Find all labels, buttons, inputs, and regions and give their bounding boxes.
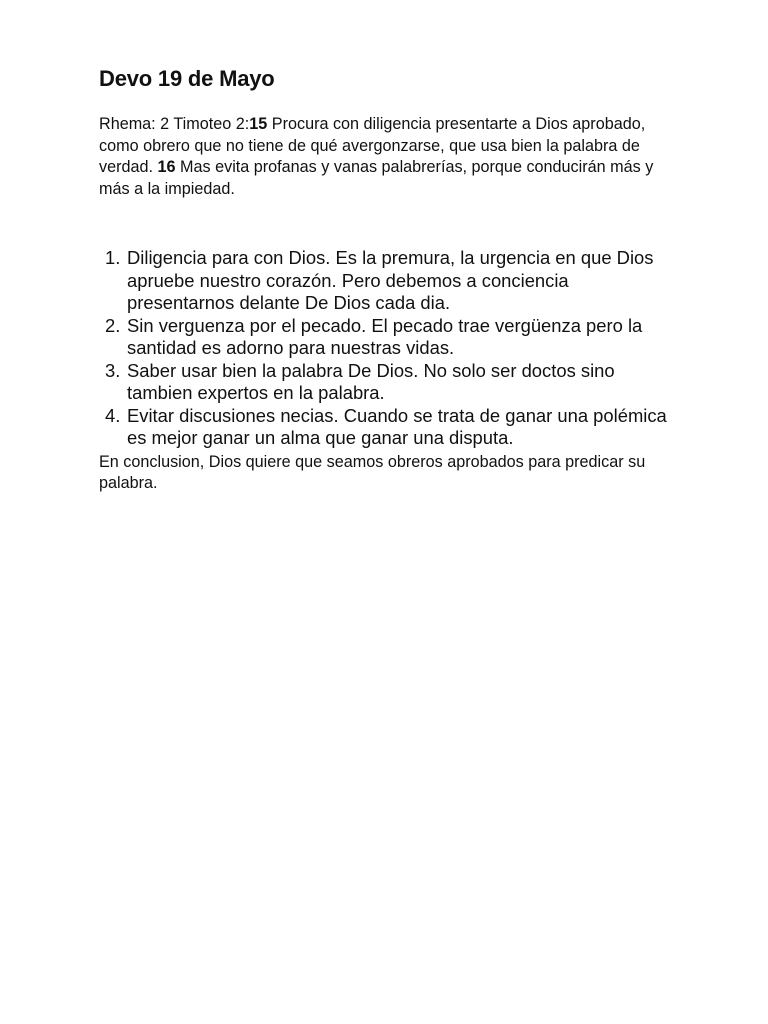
verse-text-15: Procura con diligencia presentarte a Dios aprobado, como obrero que no tiene de qué avergonzarse, que usa bien la palabra de verdad. bbox=[99, 115, 646, 176]
list-item bbox=[99, 315, 669, 360]
rhema-prefix: Rhema: 2 Timoteo 2: bbox=[99, 115, 250, 133]
list-item-text: Saber usar bien la palabra De Dios. No solo ser doctos sino tambien expertos en la palabra. bbox=[127, 359, 615, 403]
list-item bbox=[99, 405, 669, 450]
list-item-text: Diligencia para con Dios. Es la premura, la urgencia en que Dios apruebe nuestro corazón. Pero debemos a conciencia presentarnos delante De Dios cada dia. bbox=[127, 247, 654, 313]
list-item-text: Evitar discusiones necias. Cuando se trata de ganar una polémica es mejor ganar un alma que ganar una disputa. bbox=[127, 404, 667, 448]
list-item bbox=[99, 247, 669, 315]
verse-number-16: 16 bbox=[157, 158, 176, 176]
list-item-number: 2. bbox=[105, 314, 121, 336]
list-item-number: 1. bbox=[105, 247, 121, 268]
document-page bbox=[99, 64, 699, 495]
verse-text-16: Mas evita profanas y vanas palabrerías, porque conducirán más y más a la impiedad. bbox=[99, 158, 654, 198]
verse-number-15: 15 bbox=[249, 115, 268, 133]
document-title: Devo 19 de Mayo bbox=[99, 66, 275, 91]
points-list bbox=[99, 247, 669, 450]
list-item bbox=[99, 360, 669, 405]
list-item-number: 4. bbox=[105, 404, 121, 426]
list-item-number: 3. bbox=[105, 359, 121, 381]
list-item-text: Sin verguenza por el pecado. El pecado trae vergüenza pero la santidad es adorno para nuestras vidas. bbox=[127, 314, 643, 358]
rhema-paragraph bbox=[99, 114, 669, 200]
conclusion-paragraph: En conclusion, Dios quiere que seamos obreros aprobados para predicar su palabra. bbox=[99, 452, 646, 492]
